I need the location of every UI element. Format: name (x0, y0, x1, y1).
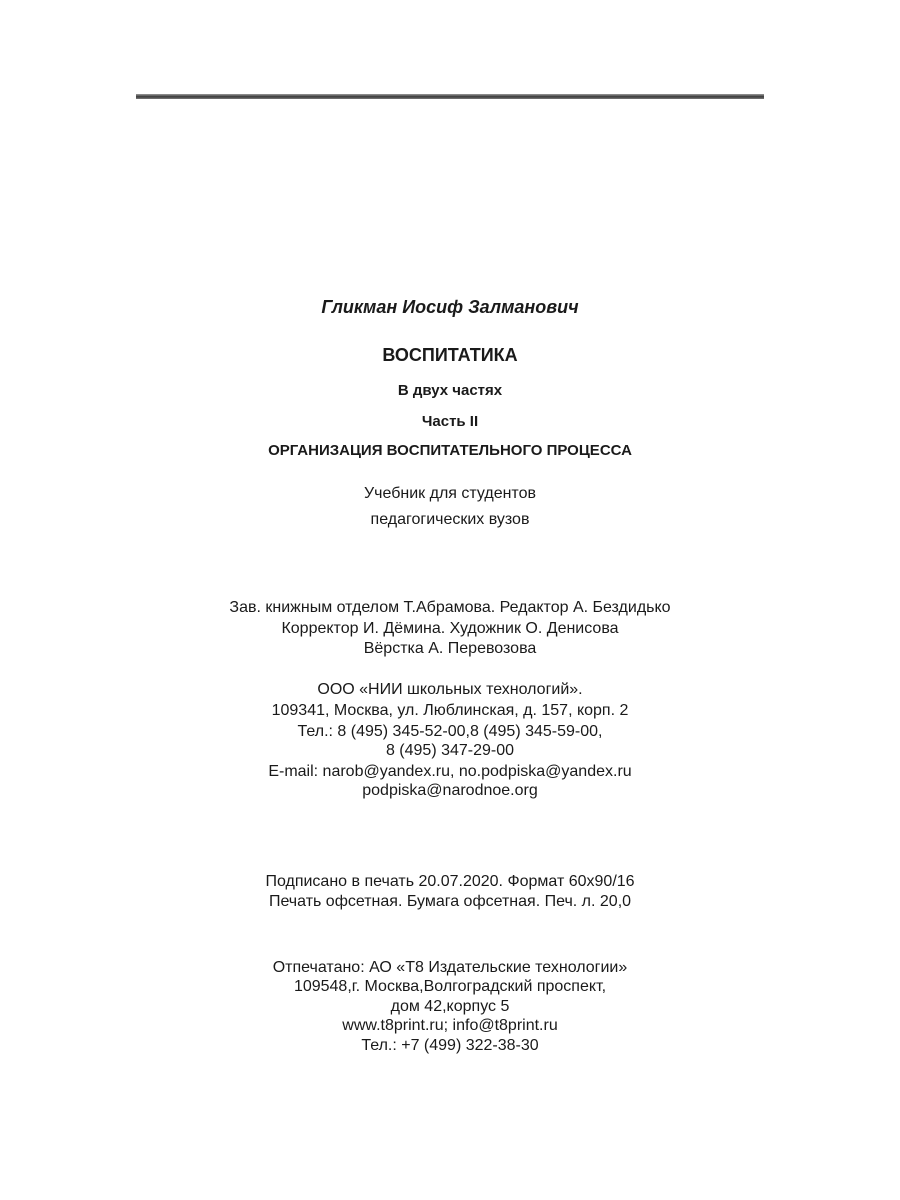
credits-line: Вёрстка А. Перевозова (363, 640, 537, 657)
publisher-line: E-mail: narob@yandex.ru, no.podpiska@yandex.ru (268, 763, 632, 780)
parts-note: В двух частях (397, 382, 503, 399)
print-info-line: Печать офсетная. Бумага офсетная. Печ. л. 20,0 (268, 893, 632, 910)
publisher-line: Тел.: 8 (495) 345-52-00,8 (495) 345-59-00, (297, 723, 603, 740)
printer-line: Отпечатано: АО «Т8 Издательские технологии» (272, 959, 628, 976)
publisher-line: 8 (495) 347-29-00 (385, 742, 515, 759)
print-info-line: Подписано в печать 20.07.2020. Формат 60x90/16 (265, 873, 635, 890)
audience-line: педагогических вузов (370, 511, 530, 528)
author-name: Гликман Иосиф Залманович (321, 297, 579, 317)
printer-line: Тел.: +7 (499) 322-38-30 (361, 1037, 539, 1054)
printer-line: 109548,г. Москва,Волгоградский проспект, (293, 978, 607, 995)
part-title: ОРГАНИЗАЦИЯ ВОСПИТАТЕЛЬНОГО ПРОЦЕССА (268, 442, 632, 459)
publisher-line: ООО «НИИ школьных технологий». (317, 681, 583, 698)
printer-line: дом 42,корпус 5 (390, 998, 510, 1015)
credits-line: Корректор И. Дёмина. Художник О. Денисова (281, 620, 619, 637)
top-rule (136, 94, 764, 99)
printer-line: www.t8print.ru; info@t8print.ru (342, 1017, 558, 1034)
publisher-line: 109341, Москва, ул. Люблинская, д. 157, корп. 2 (271, 702, 629, 719)
credits-line: Зав. книжным отделом Т.Абрамова. Редактор А. Бездидько (229, 599, 671, 616)
audience-line: Учебник для студентов (364, 485, 536, 502)
book-title: ВОСПИТАТИКА (382, 345, 518, 365)
publisher-line: podpiska@narodnoe.org (362, 782, 538, 799)
part-number: Часть II (421, 413, 479, 430)
